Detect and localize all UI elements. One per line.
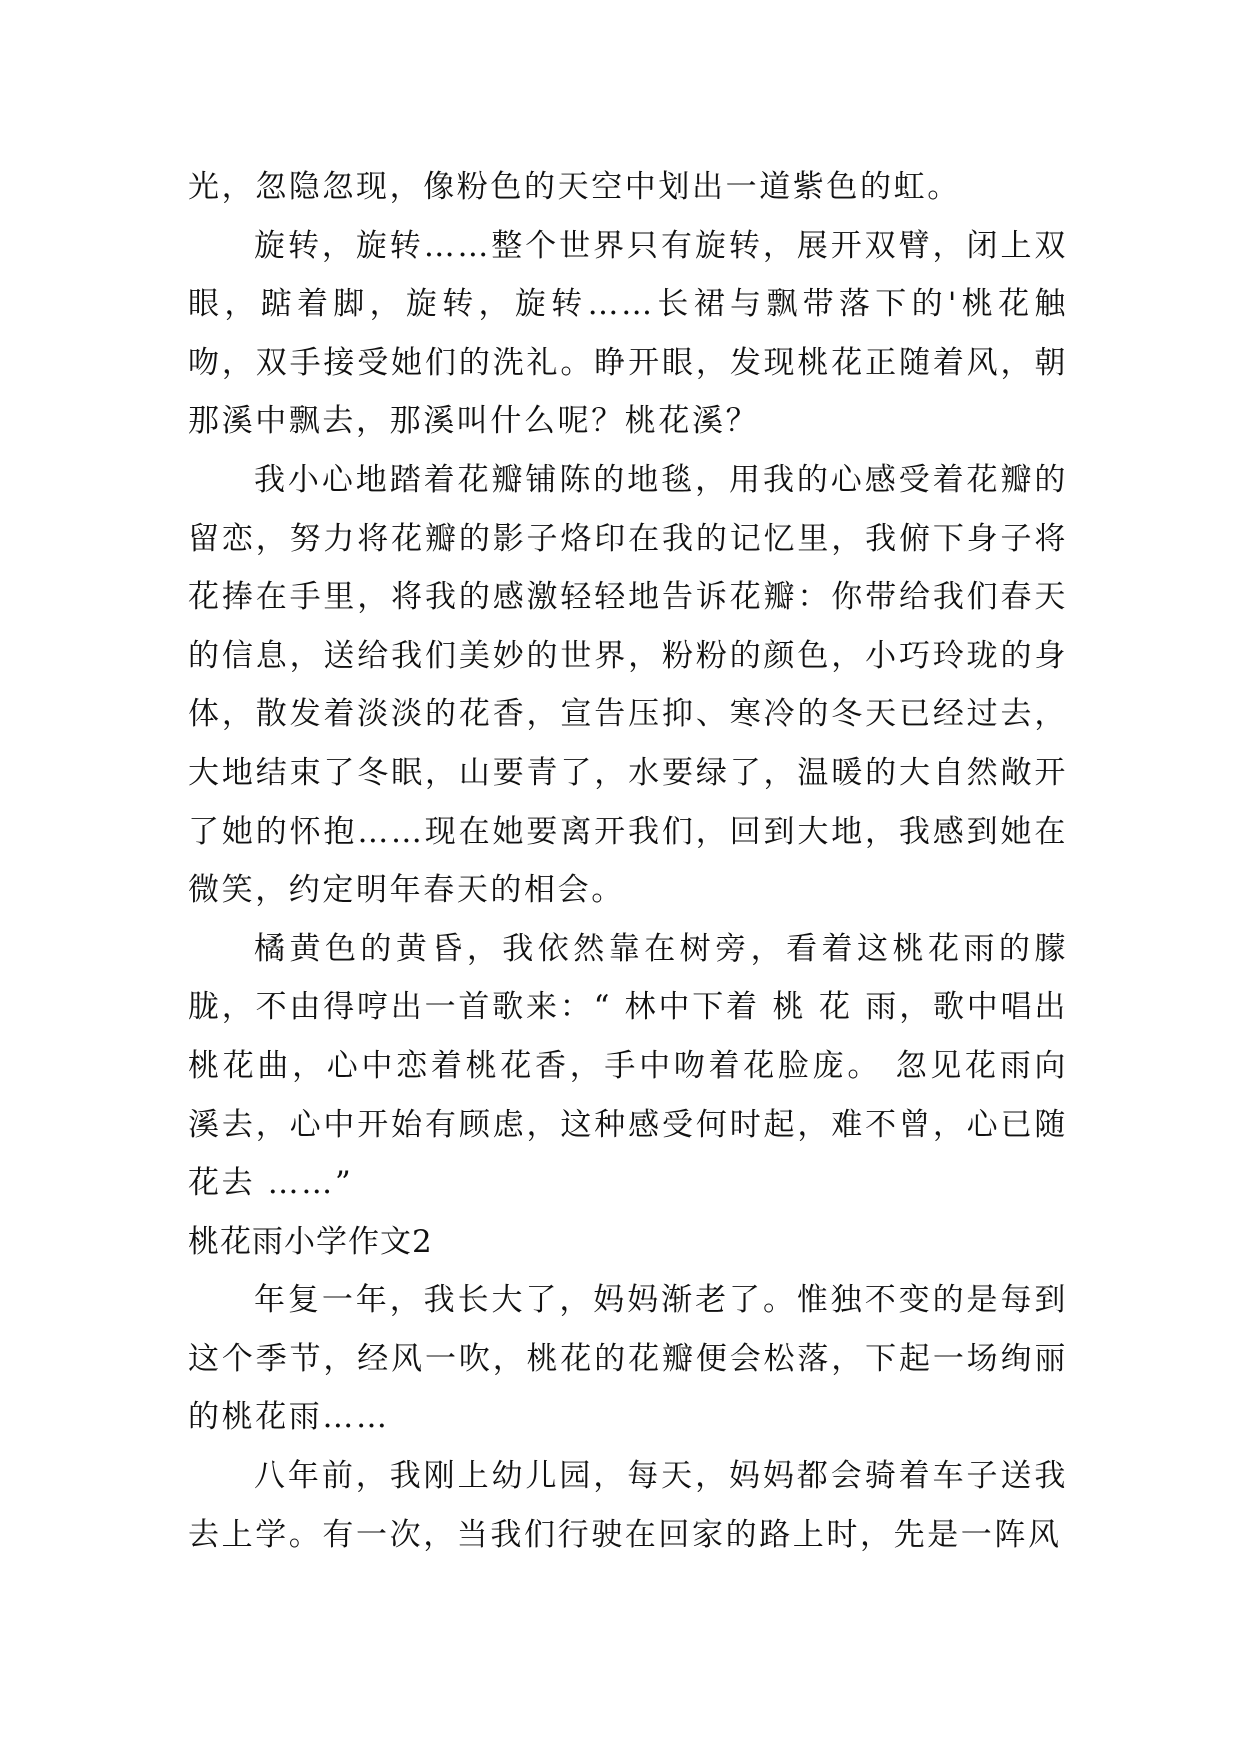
paragraph-dusk-song: 橘黄色的黄昏，我依然靠在树旁，看着这桃花雨的朦胧，不由得哼出一首歌来：“ 林中下着 桃 花 雨，歌中唱出桃花曲，心中恋着桃花香，手中吻着花脸庞。 忽见花雨向溪去，心中开始有顾虑，这种感受何时起，难不曾，心已随花去 ……”: [188, 930, 1068, 1202]
section-title: 桃花雨小学作文2: [188, 1223, 433, 1260]
paragraph-petal-carpet: 我小心地踏着花瓣铺陈的地毯，用我的心感受着花瓣的留恋，努力将花瓣的影子烙印在我的记忆里，我俯下身子将花捧在手里，将我的感激轻轻地告诉花瓣：你带给我们春天的信息，送给我们美妙的世界，粉粉的颜色，小巧玲珑的身体，散发着淡淡的花香，宣告压抑、寒冷的冬天已经过去，大地结束了冬眠，山要青了，水要绿了，温暖的大自然敞开了她的怀抱……现在她要离开我们，回到大地，我感到她在微笑，约定明年春天的相会。: [188, 461, 1068, 909]
document-page: [188, 158, 1068, 1564]
paragraph-spinning: 旋转，旋转……整个世界只有旋转，展开双臂，闭上双眼，踮着脚，旋转，旋转……长裙与飘带落下的'桃花触吻，双手接受她们的洗礼。睁开眼，发现桃花正随着风，朝那溪中飘去，那溪叫什么呢？桃花溪？: [188, 227, 1068, 440]
paragraph-eight-years-ago: 八年前，我刚上幼儿园，每天，妈妈都会骑着车子送我去上学。有一次，当我们行驶在回家的路上时，先是一阵风: [188, 1458, 1068, 1553]
paragraph-year-after-year: 年复一年，我长大了，妈妈渐老了。惟独不变的是每到这个季节，经风一吹，桃花的花瓣便会松落，下起一场绚丽的桃花雨……: [188, 1282, 1068, 1436]
paragraph-continuation: 光，忽隐忽现，像粉色的天空中划出一道紫色的虹。: [188, 169, 961, 205]
